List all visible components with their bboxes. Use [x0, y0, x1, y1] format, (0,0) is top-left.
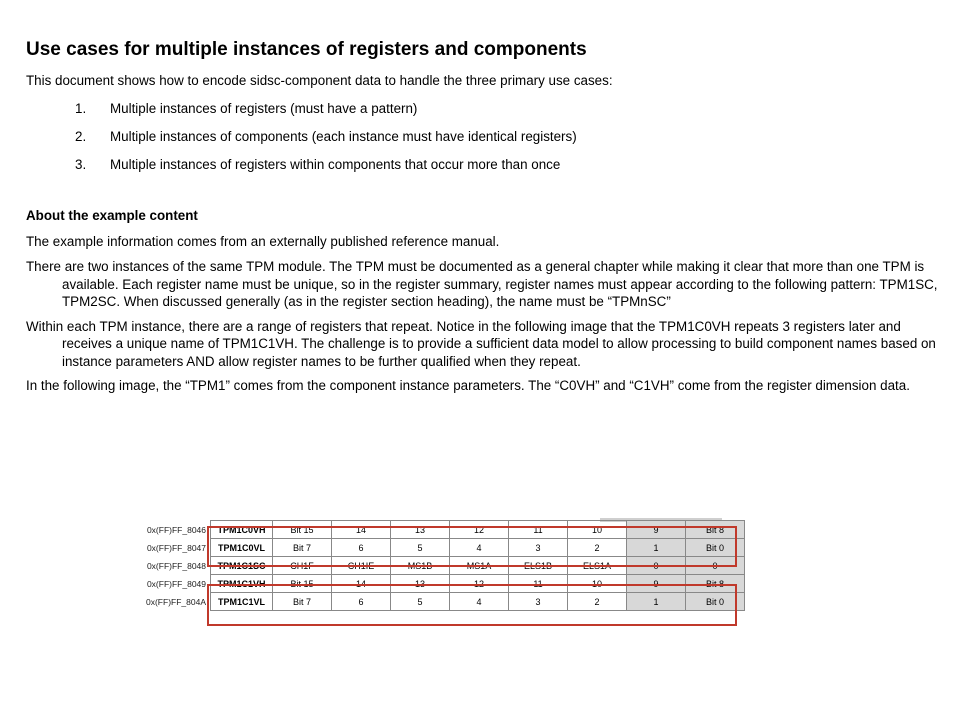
bit-cell: Bit 7 — [273, 593, 332, 611]
bit-cell: ELS1B — [509, 557, 568, 575]
list-number: 3. — [75, 156, 87, 172]
bit-cell: 1 — [627, 539, 686, 557]
register-name: TPM1C1VH — [211, 575, 273, 593]
bit-cell: CH1IE — [332, 557, 391, 575]
bit-cell: 1 — [627, 593, 686, 611]
bit-cell: 6 — [332, 539, 391, 557]
bit-cell: 10 — [568, 575, 627, 593]
bit-cell: Bit 0 — [686, 593, 745, 611]
register-address: 0x(FF)FF_8047 — [146, 542, 206, 553]
highlight-box-c1 — [207, 584, 737, 626]
bit-cell: CH1F — [273, 557, 332, 575]
section-heading: About the example content — [26, 207, 198, 223]
paragraph: There are two instances of the same TPM module. The TPM must be documented as a general chapter while making it clear that more than one TPM is available. Each register name must be unique, so in the register summary, register names must appear according to the following pattern: TPM1SC, TPM2SC. When discussed generally (as in the register section heading), the name must be “TPMnSC” — [26, 259, 938, 309]
list-text: Multiple instances of registers (must have a pattern) — [110, 100, 418, 116]
bit-cell: 11 — [509, 575, 568, 593]
bit-cell: Bit 15 — [273, 521, 332, 539]
list-item — [26, 128, 952, 145]
paragraph: In the following image, the “TPM1” comes from the component instance parameters. The “C0VH” and “C1VH” come from the register dimension data. — [26, 378, 910, 393]
bit-cell: 3 — [509, 593, 568, 611]
register-name: TPM1C0VH — [211, 521, 273, 539]
list-number: 1. — [75, 100, 87, 116]
list-number: 2. — [75, 128, 87, 144]
bit-cell: 4 — [450, 539, 509, 557]
register-address: 0x(FF)FF_804A — [146, 596, 206, 607]
register-address: 0x(FF)FF_8049 — [146, 578, 206, 589]
bit-cell: 14 — [332, 521, 391, 539]
paragraph: The example information comes from an externally published reference manual. — [26, 233, 500, 249]
bit-cell: 9 — [627, 521, 686, 539]
bit-cell: 3 — [509, 539, 568, 557]
bit-cell: 13 — [391, 575, 450, 593]
highlight-box-c0 — [207, 526, 737, 567]
list-item — [26, 156, 952, 173]
bit-cell: ELS1A — [568, 557, 627, 575]
bit-cell: 11 — [509, 521, 568, 539]
document-page — [26, 38, 952, 402]
bit-cell: 0 — [627, 557, 686, 575]
bit-cell: MS1B — [391, 557, 450, 575]
bit-cell: 4 — [450, 593, 509, 611]
intro-paragraph: This document shows how to encode sidsc-component data to handle the three primary use cases: — [26, 73, 613, 88]
page-title: Use cases for multiple instances of registers and components — [26, 39, 587, 60]
bit-cell: 9 — [627, 575, 686, 593]
bit-cell: Bit 8 — [686, 575, 745, 593]
bit-cell: 12 — [450, 575, 509, 593]
bit-cell: 0 — [686, 557, 745, 575]
bit-cell: 6 — [332, 593, 391, 611]
bit-cell: 10 — [568, 521, 627, 539]
bit-cell: 2 — [568, 593, 627, 611]
register-address: 0x(FF)FF_8048 — [146, 560, 206, 571]
bit-cell: 2 — [568, 539, 627, 557]
list-item — [26, 100, 952, 117]
bit-cell: 13 — [391, 521, 450, 539]
list-text: Multiple instances of registers within components that occur more than once — [110, 156, 561, 172]
paragraph: Within each TPM instance, there are a range of registers that repeat. Notice in the following image that the TPM1C0VH repeats 3 registers later and receives a unique name of TPM1C1VH. The challenge is to provide a sufficient data model to allow processing to build component names based on instance parameters AND allow register names to be further qualified when they repeat. — [26, 318, 936, 369]
bit-cell: MS1A — [450, 557, 509, 575]
bit-cell: 12 — [450, 521, 509, 539]
register-name: TPM1C1VL — [211, 593, 273, 611]
register-address: 0x(FF)FF_8046 — [146, 524, 206, 535]
bit-cell: 14 — [332, 575, 391, 593]
register-name: TPM1C1SC — [211, 557, 273, 575]
bit-cell: 5 — [391, 593, 450, 611]
bit-cell: Bit 7 — [273, 539, 332, 557]
use-case-list — [26, 100, 952, 173]
list-text: Multiple instances of components (each instance must have identical registers) — [110, 128, 577, 144]
bit-cell: Bit 0 — [686, 539, 745, 557]
bit-cell: Bit 8 — [686, 521, 745, 539]
bit-cell: 5 — [391, 539, 450, 557]
register-name: TPM1C0VL — [211, 539, 273, 557]
bit-cell: Bit 15 — [273, 575, 332, 593]
